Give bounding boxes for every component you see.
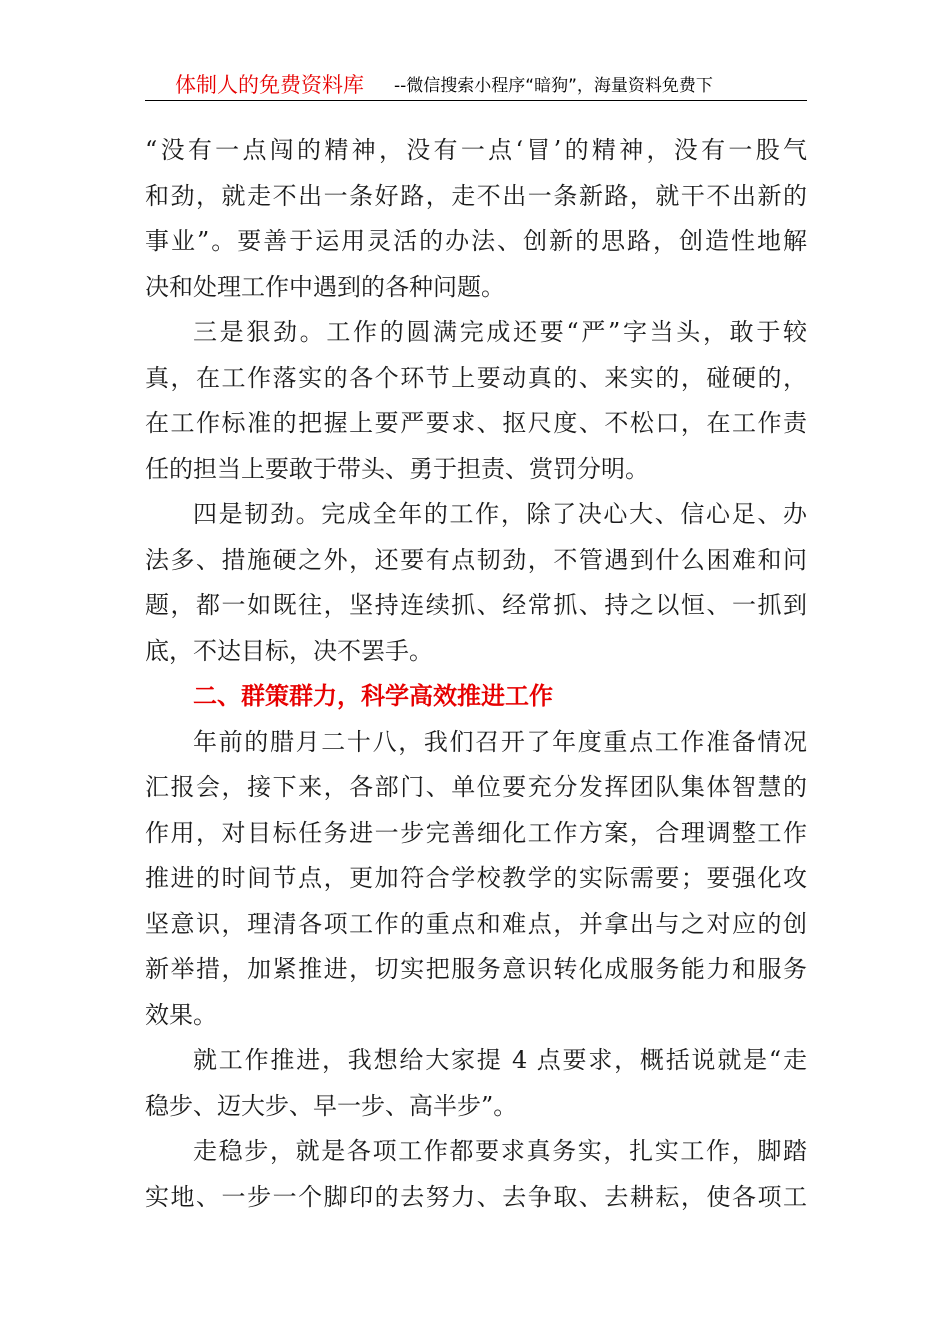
text-line: 推进的时间节点，更加符合学校教学的实际需要；要强化攻 [145, 864, 807, 892]
text-line: 底，不达目标，决不罢手。 [145, 636, 433, 665]
text-line: 就工作推进，我想给大家提 4 点要求，概括说就是“走 [193, 1046, 807, 1074]
text-line: 坚意识，理清各项工作的重点和难点，并拿出与之对应的创 [145, 909, 807, 938]
page-header [145, 72, 807, 101]
text-line: 新举措，加紧推进，切实把服务意识转化成服务能力和服务 [145, 955, 807, 983]
text-line: 年前的腊月二十八，我们召开了年度重点工作准备情况 [193, 727, 807, 756]
text-line: 真，在工作落实的各个环节上要动真的、来实的，碰硬的， [145, 363, 807, 392]
text-line: 四是韧劲。完成全年的工作，除了决心大、信心足、办 [193, 500, 807, 528]
text-line: 汇报会，接下来，各部门、单位要充分发挥团队集体智慧的 [145, 773, 807, 801]
text-line: 题，都一如既往，坚持连续抓、经常抓、持之以恒、一抓到 [145, 591, 807, 619]
document-body [145, 128, 807, 1220]
text-line: 决和处理工作中遇到的各种问题。 [145, 272, 505, 301]
text-line: 三是狠劲。工作的圆满完成还要“严”字当头，敢于较 [193, 318, 807, 346]
text-line: 效果。 [145, 1000, 217, 1029]
text-line: 实地、一步一个脚印的去努力、去争取、去耕耘，使各项工 [145, 1182, 807, 1211]
text-line: 作用，对目标任务进一步完善细化工作方案，合理调整工作 [145, 818, 807, 847]
text-line: 走稳步，就是各项工作都要求真务实，扎实工作，脚踏 [193, 1137, 807, 1165]
text-line: “没有一点闯的精神，没有一点‘冒’的精神，没有一股气 [145, 136, 807, 164]
text-line: 稳步、迈大步、早一步、高半步”。 [145, 1091, 518, 1120]
text-line: 事业”。要善于运用灵活的办法、创新的思路，创造性地解 [145, 227, 807, 255]
text-line: 任的担当上要敢于带头、勇于担责、赏罚分明。 [145, 454, 649, 483]
text-line: 在工作标准的把握上要严要求、抠尺度、不松口，在工作责 [145, 409, 807, 437]
header-note: --微信搜索小程序“暗狗”，海量资料免费下 [394, 76, 713, 96]
section-heading: 二、群策群力，科学高效推进工作 [193, 682, 553, 710]
text-line: 法多、措施硬之外，还要有点韧劲，不管遇到什么困难和问 [145, 545, 807, 574]
text-line: 和劲，就走不出一条好路，走不出一条新路，就干不出新的 [145, 181, 807, 210]
header-brand: 体制人的免费资料库 [175, 73, 364, 97]
